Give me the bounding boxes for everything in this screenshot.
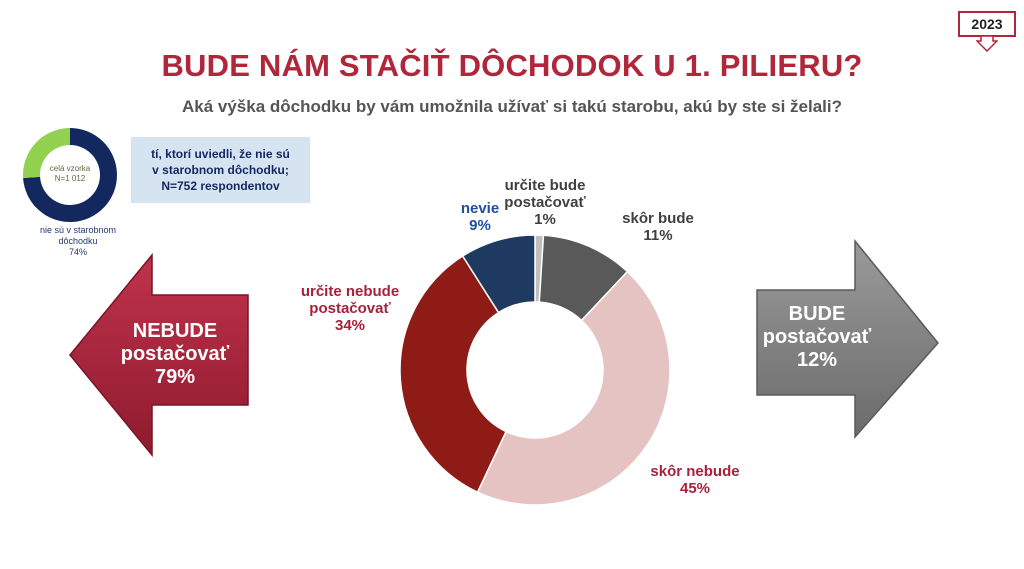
label-skor-nebude [635, 463, 755, 497]
info-line2: v starobnom dôchodku; [152, 163, 289, 177]
sample-outer-line1: nie sú v starobnom dôchodku [39, 225, 117, 246]
label-skor-bude-value: 11% [643, 227, 673, 244]
right-arrow-line1: BUDE [788, 303, 846, 325]
label-urcite-nebude-line2: postačovať [309, 300, 391, 317]
label-urcite-bude-line1: určite bude [504, 177, 586, 194]
left-arrow-line3: 79% [154, 366, 196, 388]
label-skor-bude-line1: skôr bude [622, 210, 694, 227]
left-arrow-line2: postačovať [120, 343, 230, 365]
label-nevie-value: 9% [469, 217, 491, 234]
label-urcite-bude-value: 1% [534, 211, 556, 228]
sample-inner-line2: N=1 012 [54, 174, 86, 183]
label-skor-bude [608, 210, 708, 244]
sample-inner-line1: celá vzorka [49, 164, 91, 173]
sample-outer-line2: 74% [68, 247, 87, 257]
right-arrow-line2: postačovať [762, 326, 872, 348]
label-skor-nebude-line1: skôr nebude [650, 463, 740, 480]
label-urcite-nebude-value: 34% [334, 317, 366, 334]
label-urcite-nebude [285, 283, 415, 334]
left-arrow-line1: NEBUDE [132, 320, 218, 342]
label-urcite-bude-line2: postačovať [504, 194, 586, 211]
year-badge: 2023 [958, 11, 1016, 37]
page-subtitle: Aká výška dôchodku by vám umožnila užívať si takú starobu, akú by ste si želali? [181, 97, 843, 116]
info-line1: tí, ktorí uviedli, že nie sú [151, 147, 290, 161]
right-arrow-line3: 12% [796, 349, 838, 371]
label-skor-nebude-value: 45% [679, 480, 711, 497]
label-urcite-nebude-line1: určite nebude [300, 283, 400, 300]
page-title: BUDE NÁM STAČIŤ DÔCHODOK U 1. PILIERU? [161, 48, 863, 83]
label-nevie-line1: nevie [460, 200, 500, 217]
info-line3: N=752 respondentov [161, 179, 280, 193]
label-nevie [450, 200, 510, 234]
